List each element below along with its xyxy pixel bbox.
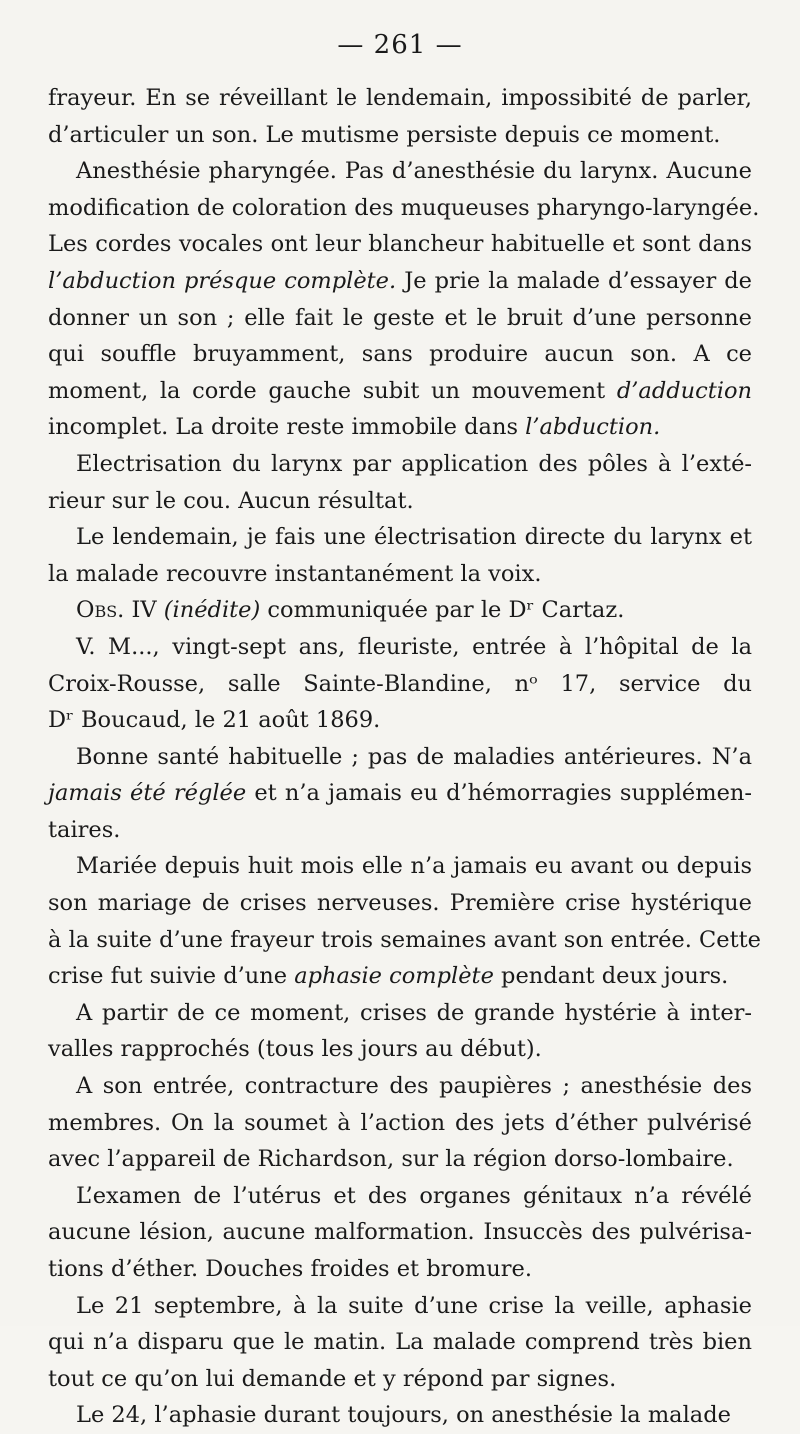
paragraph [48,739,752,849]
text-line [48,483,752,520]
italic-text: l’abduction présque complète. [48,267,397,294]
text-run: avec l’appareil de Richardson, sur la région dorso-lombaire. [48,1146,734,1173]
text-run: Les cordes vocales ont leur blancheur habituelle et sont dans [48,231,752,258]
text-line [48,409,752,446]
text-line [48,1068,752,1105]
body-text [48,80,761,1434]
text-line [48,922,761,959]
text-line [48,1178,752,1215]
paragraph [48,446,752,519]
text-line [48,775,752,812]
italic-text: jamais été réglée [48,780,247,807]
text-run: valles rapprochés (tous les jours au début). [48,1036,542,1063]
text-line [48,190,760,227]
text-line [48,1105,752,1142]
text-run: aucune lésion, aucune malformation. Insuccès des pulvérisa- [48,1219,752,1246]
text-run: donner un son ; elle fait le geste et le bruit d’une personne [48,304,752,331]
italic-text: d’adduction [616,377,752,404]
text-run: Bonne santé habituelle ; pas de maladies antérieures. N’a [76,743,752,770]
paragraph [48,519,752,592]
italic-text: aphasie complète [294,963,494,990]
text-run: modification de coloration des muqueuses pharyngo-laryngée. [48,194,760,221]
paragraph [48,1068,752,1178]
text-run: son mariage de crises nerveuses. Première crise hystérique [48,890,752,917]
text-run: tions d’éther. Douches froides et bromure. [48,1256,532,1282]
text-line [48,336,752,373]
text-run: la malade recouvre instantanément la voix. [48,560,542,587]
text-line [48,1361,752,1398]
text-run: Obs. IV [76,597,164,624]
text-line [48,885,752,922]
text-line [48,592,752,629]
text-line [48,1141,752,1178]
text-line [48,958,752,995]
text-line [48,226,752,263]
text-run: Croix-Rousse, salle Sainte-Blandine, nᵒ 17, service du [48,670,752,697]
paragraph [48,1288,752,1398]
text-run: crise fut suivie d’une [48,963,295,990]
text-run: tout ce qu’on lui demande et y répond par signes. [48,1365,617,1392]
text-run: taires. [48,816,121,843]
text-line [48,373,752,410]
text-run: Electrisation du larynx par application des pôles à l’exté- [76,450,752,477]
text-line [48,446,752,483]
text-line [48,300,752,337]
text-run: à la suite d’une frayeur trois semaines avant son entrée. Cette [48,926,761,953]
text-line [48,995,752,1032]
italic-text: l’abduction. [525,414,661,441]
text-run: incomplet. La droite reste immobile dans [48,414,526,441]
text-line [48,519,752,556]
text-run: A partir de ce moment, crises de grande hystérie à inter- [76,999,752,1026]
italic-text: (inédite) [163,597,261,624]
text-line [48,80,752,117]
text-line [48,1288,752,1325]
text-run: Le 24, l’aphasie durant toujours, on anesthésie la malade [76,1402,731,1429]
text-run: Anesthésie pharyngée. Pas d’anesthésie du larynx. Aucune [76,158,752,185]
text-line [48,1324,752,1361]
text-line [48,153,752,190]
text-run: A son entrée, contracture des paupières ; anesthésie des [76,1073,752,1100]
text-line [48,739,752,776]
text-run: communiquée par le Dʳ Cartaz. [260,597,625,624]
page-number: — 261 — [337,30,463,60]
text-line [48,1031,752,1068]
text-line [48,1397,752,1434]
paragraph [48,80,752,153]
text-run: Le lendemain, je fais une électrisation directe du larynx et [76,524,752,551]
text-line [48,117,752,154]
text-run: rieur sur le cou. Aucun résultat. [48,487,414,514]
text-run: Le 21 septembre, à la suite d’une crise la veille, aphasie [76,1292,752,1319]
text-run: d’articuler un son. Le mutisme persiste depuis ce moment. [48,121,721,148]
paragraph [48,592,752,629]
paragraph [48,629,752,739]
text-run: V. M..., vingt-sept ans, fleuriste, entrée à l’hôpital de la [76,633,752,660]
paragraph [48,848,761,994]
text-line [48,629,752,666]
text-run: et n’a jamais eu d’hémorragies supplémen- [246,780,752,807]
text-run: membres. On la soumet à l’action des jets d’éther pulvérisé [48,1109,752,1136]
paragraph [48,1397,752,1434]
text-run: Je prie la malade d’essayer de [396,267,752,294]
text-line [48,1251,752,1288]
text-line [48,812,752,849]
text-run: Dʳ Boucaud, le 21 août 1869. [48,707,381,734]
paragraph [48,153,760,446]
text-run: Mariée depuis huit mois elle n’a jamais eu avant ou depuis [76,853,752,880]
text-line [48,848,752,885]
text-run: pendant deux jours. [493,963,729,990]
text-line [48,1214,752,1251]
paragraph [48,995,752,1068]
text-line [48,666,752,703]
text-run: L’examen de l’utérus et des organes génitaux n’a révélé [76,1182,752,1209]
text-run: qui n’a disparu que le matin. La malade comprend très bien [48,1329,752,1356]
text-run: qui souffle bruyamment, sans produire aucun son. A ce [48,341,752,368]
text-line [48,702,752,739]
text-line [48,263,752,300]
paragraph [48,1178,752,1288]
text-line [48,556,752,593]
text-run: frayeur. En se réveillant le lendemain, impossibité de parler, [48,85,752,111]
text-run: moment, la corde gauche subit un mouvement [48,377,617,404]
